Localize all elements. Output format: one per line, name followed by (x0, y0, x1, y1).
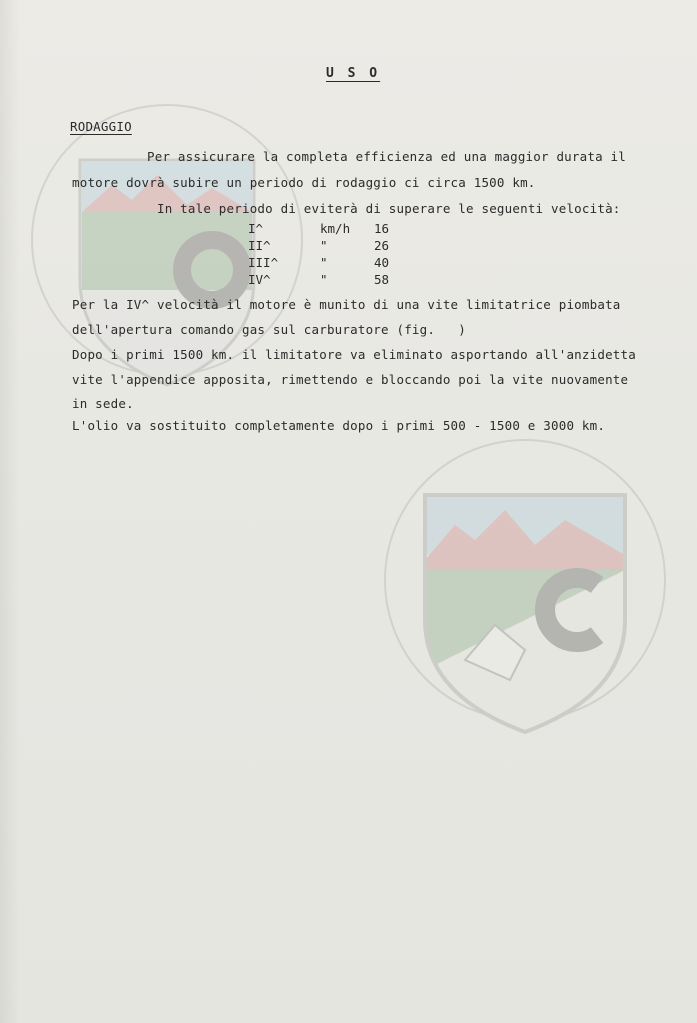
unit-cell: " (320, 238, 328, 253)
speed-limit-table (248, 221, 408, 289)
paragraph-3-line-2: dell'apertura comando gas sul carburatore (fig. ) (72, 322, 467, 337)
paragraph-4-line-3: in sede. (72, 396, 134, 411)
speed-row (248, 221, 408, 238)
gear-cell: I^ (248, 221, 264, 236)
section-heading: RODAGGIO (70, 119, 132, 134)
registro-storico-watermark-bottom (375, 410, 675, 750)
unit-cell: km/h (320, 221, 351, 236)
unit-cell: " (320, 272, 328, 287)
paragraph-3-line-1: Per la IV^ velocità il motore è munito di una vite limitatrice piombata (72, 297, 621, 312)
gear-cell: IV^ (248, 272, 271, 287)
paragraph-2: In tale periodo di eviterà di superare le seguenti velocità: (157, 201, 621, 216)
speed-cell: 26 (374, 238, 390, 253)
speed-row (248, 238, 408, 255)
paragraph-1-line-2: motore dovrà subire un periodo di rodaggio ci circa 1500 km. (72, 175, 536, 190)
speed-cell: 40 (374, 255, 390, 270)
gear-cell: II^ (248, 238, 271, 253)
speed-cell: 58 (374, 272, 390, 287)
page-fold-shadow (0, 0, 20, 1023)
speed-row (248, 272, 408, 289)
speed-cell: 16 (374, 221, 390, 236)
page-title: U S O (326, 66, 381, 81)
paragraph-5: L'olio va sostituito completamente dopo i primi 500 - 1500 e 3000 km. (72, 418, 606, 433)
unit-cell: " (320, 255, 328, 270)
paragraph-4-line-1: Dopo i primi 1500 km. il limitatore va eliminato asportando all'anzidetta (72, 347, 636, 362)
gear-cell: III^ (248, 255, 279, 270)
paragraph-1-line-1: Per assicurare la completa efficienza ed una maggior durata il (147, 149, 626, 164)
paragraph-4-line-2: vite l'appendice apposita, rimettendo e bloccando poi la vite nuovamente (72, 372, 629, 387)
speed-row (248, 255, 408, 272)
